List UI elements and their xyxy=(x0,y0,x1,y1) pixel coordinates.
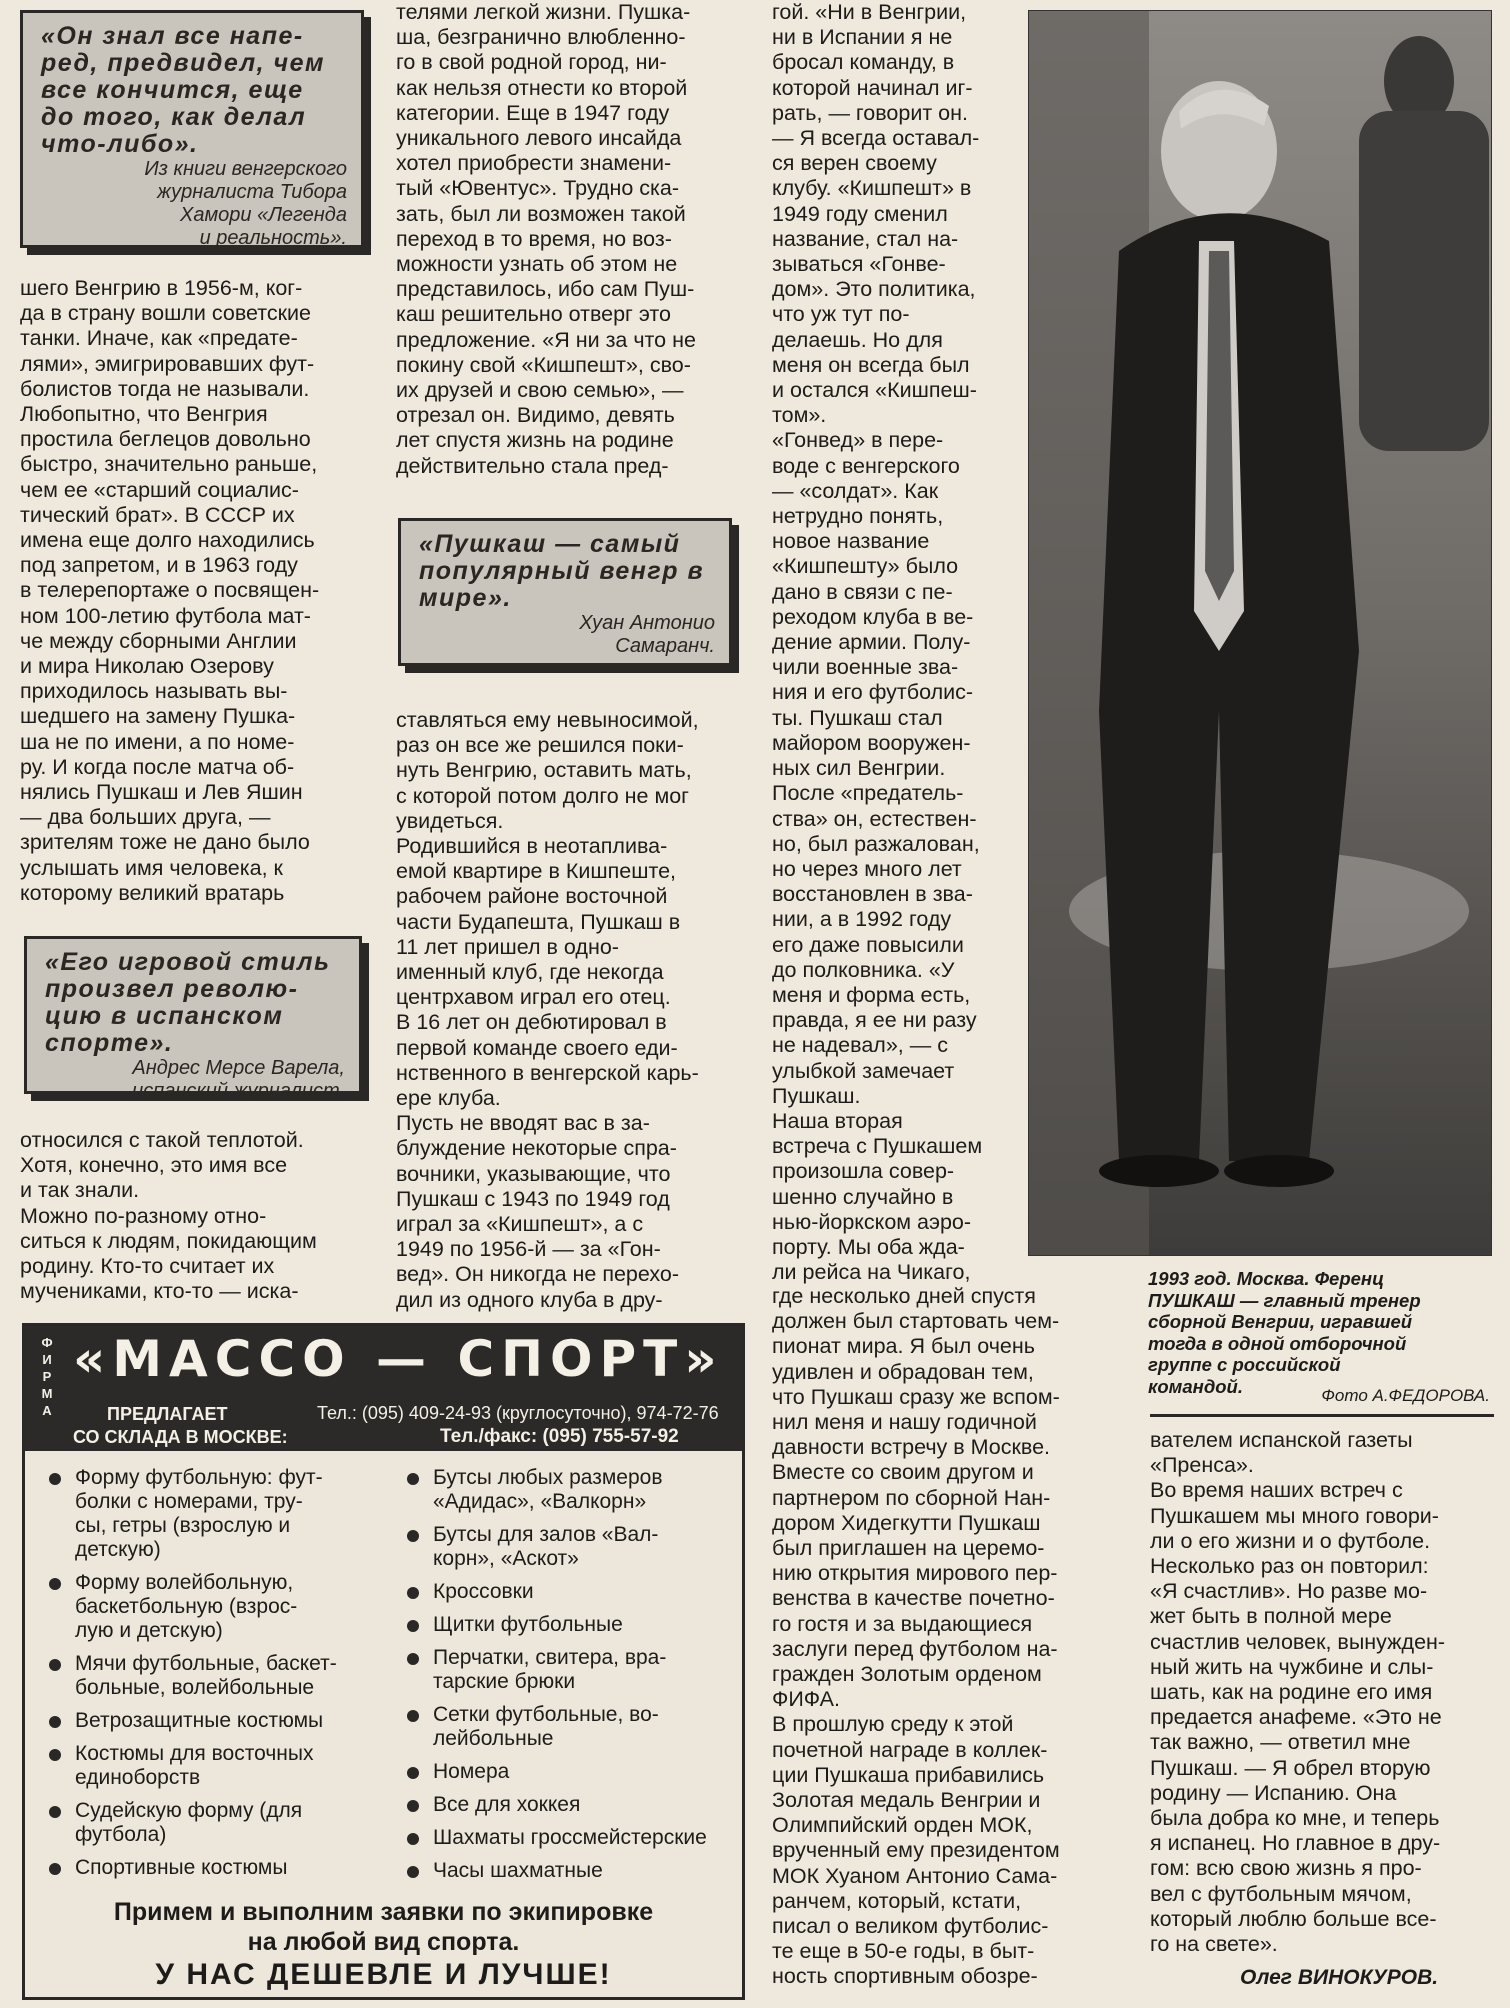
text-line: бросал команду, в xyxy=(772,50,955,75)
text-line: нственного в венгерской карь- xyxy=(396,1060,699,1085)
text-line: ру. И когда после матча об- xyxy=(20,754,295,779)
text-line: ере клуба. xyxy=(396,1086,501,1111)
ad-item-line: Часы шахматные xyxy=(433,1859,603,1882)
pull-quote-text xyxy=(41,23,347,158)
ad-item-line: Костюмы для восточных xyxy=(75,1742,314,1765)
photo-image xyxy=(1029,11,1491,1255)
text-line: нию открытия мирового пер- xyxy=(772,1561,1058,1586)
text-line: лет спустя жизнь на родине xyxy=(396,428,674,453)
ad-offer-line: СО СКЛАДА В МОСКВЕ: xyxy=(73,1427,288,1447)
text-line: ства» он, естествен- xyxy=(772,806,977,831)
text-line: правда, я ее ни разу xyxy=(772,1008,977,1033)
text-line: был приглашен на церемо- xyxy=(772,1536,1045,1561)
text-line: «Я счастлив». Но разве мо- xyxy=(1150,1579,1428,1604)
text-line: венства в качестве почетно- xyxy=(772,1586,1055,1611)
text-line: не надевал», — с xyxy=(772,1033,948,1058)
text-line: Несколько раз он повторил: xyxy=(1150,1554,1429,1579)
text-line: имена еще долго находились xyxy=(20,528,315,553)
ad-item-line: Все для хоккея xyxy=(433,1793,581,1816)
text-line: можности узнать об этом не xyxy=(396,252,678,277)
text-line: представилось, ибо сам Пуш- xyxy=(396,277,695,302)
source-line: Самаранч. xyxy=(615,635,715,657)
text-line: нетрудно понять, xyxy=(772,504,944,529)
ad-item xyxy=(405,1826,740,1850)
ad-offer xyxy=(73,1403,288,1449)
source-line: Из книги венгерского xyxy=(144,158,347,180)
text-line: Наша вторая xyxy=(772,1108,903,1133)
text-line: их друзей и свою семью», — xyxy=(396,378,684,403)
article-column-1-top xyxy=(20,276,368,906)
ad-firm-label xyxy=(37,1334,57,1419)
ad-item-line: баскетбольную (взрос- xyxy=(75,1595,298,1618)
ad-item xyxy=(47,1709,392,1733)
source-line: журналиста Тибора xyxy=(157,181,347,203)
text-line: В прошлую среду к этой xyxy=(772,1712,1014,1737)
pull-quote-2 xyxy=(398,518,732,666)
text-line: зрителям тоже не дано было xyxy=(20,830,310,855)
text-line: зываться «Гонве- xyxy=(772,252,946,277)
photo-credit: Фото А.ФЕДОРОВА. xyxy=(1321,1386,1490,1405)
ad-item xyxy=(405,1580,740,1604)
text-line: который люблю больше все- xyxy=(1150,1906,1437,1931)
text-line: уникального левого инсайда xyxy=(396,126,682,151)
text-line: Можно по-разному отно- xyxy=(20,1203,267,1228)
ad-item-line: Спортивные костюмы xyxy=(75,1856,288,1879)
text-line: нью-йоркском аэро- xyxy=(772,1209,972,1234)
ad-masso-sport xyxy=(22,1323,745,2000)
text-line: как нельзя отнести ко второй xyxy=(396,75,688,100)
firm-letter: А xyxy=(42,1403,52,1418)
text-line: 11 лет пришел в одно- xyxy=(396,934,619,959)
quote-line: мире». xyxy=(419,584,512,612)
text-line: болистов тогда не называли. xyxy=(20,376,310,401)
ad-item-line: сы, гетры (взрослую и xyxy=(75,1514,291,1537)
ad-item xyxy=(47,1742,392,1790)
text-line: майором вооружен- xyxy=(772,730,971,755)
text-line: я испанец. Но главное в дру- xyxy=(1150,1831,1441,1856)
article-column-4 xyxy=(772,1284,1122,1990)
ad-footer-line-3: У НАС ДЕШЕВЛЕ И ЛУЧШЕ! xyxy=(155,1958,612,1991)
text-line: го гостя и за выдающиеся xyxy=(772,1611,1033,1636)
ad-item xyxy=(405,1523,740,1571)
text-line: вед». Он никогда не перехо- xyxy=(396,1262,679,1287)
text-line: предается анафеме. «Это не xyxy=(1150,1705,1442,1730)
firm-letter: Ф xyxy=(41,1335,53,1350)
text-line: ния и его футболис- xyxy=(772,680,974,705)
text-line: партнером по сборной Нан- xyxy=(772,1485,1051,1510)
text-line: танки. Иначе, как «предате- xyxy=(20,326,298,351)
source-line: Хамори «Легенда xyxy=(179,204,347,226)
text-line: Во время наших встреч с xyxy=(1150,1478,1403,1503)
text-line: ситься к людям, покидающим xyxy=(20,1228,317,1253)
text-line: относился с такой теплотой. xyxy=(20,1128,304,1152)
quote-line: ред, предвидел, чем xyxy=(41,49,325,77)
ad-header xyxy=(25,1326,742,1451)
ad-fax: Тел./факс: (095) 755-57-92 xyxy=(440,1426,679,1447)
ad-item-line: «Адидас», «Валкорн» xyxy=(433,1490,647,1513)
text-line: чем ее «старший социалис- xyxy=(20,477,299,502)
text-line: ша не по имени, а по номе- xyxy=(20,729,295,754)
quote-line: «Он знал все напе- xyxy=(41,22,304,50)
text-line: ставляться ему невыносимой, xyxy=(396,708,699,732)
pull-quote-3 xyxy=(24,936,362,1102)
text-line: части Будапешта, Пушкаш в xyxy=(396,909,681,934)
firm-letter: М xyxy=(41,1386,53,1401)
caption-line: командой. xyxy=(1148,1375,1244,1397)
text-line: гом: всю свою жизнь я про- xyxy=(1150,1856,1422,1881)
ad-item-line: корн», «Аскот» xyxy=(433,1547,579,1570)
text-line: нуть Венгрию, оставить мать, xyxy=(396,758,692,783)
ad-item-line: футбола) xyxy=(75,1823,167,1846)
text-line: шедшего на замену Пушка- xyxy=(20,704,296,729)
text-line: ли о его жизни и о футболе. xyxy=(1150,1528,1431,1553)
text-line: играл за «Кишпешт», а с xyxy=(396,1212,644,1237)
ad-item-line: Ветрозащитные костюмы xyxy=(75,1709,324,1732)
ad-item xyxy=(47,1571,392,1643)
text-line: приходилось называть вы- xyxy=(20,679,288,704)
photo-caption xyxy=(1148,1268,1496,1397)
pull-quote-text xyxy=(45,949,345,1057)
text-line: улыбкой замечает xyxy=(772,1058,955,1083)
ad-item-line: единоборств xyxy=(75,1766,201,1789)
firm-letter: Р xyxy=(42,1369,52,1384)
pull-quote-source xyxy=(41,158,347,250)
ad-item-line: Перчатки, свитера, вра- xyxy=(433,1646,667,1669)
text-line: тый «Ювентус». Трудно ска- xyxy=(396,176,679,201)
text-line: должен был стартовать чем- xyxy=(772,1309,1060,1334)
text-line: меня он всегда был xyxy=(772,352,970,377)
text-line: ФИФА. xyxy=(772,1687,840,1712)
text-line: родину. Кто-то считает их xyxy=(20,1254,275,1279)
ad-item xyxy=(405,1613,740,1637)
text-line: центрхавом играл его отец. xyxy=(396,985,671,1010)
ad-item xyxy=(47,1652,392,1700)
caption-line: группе с российской xyxy=(1148,1354,1341,1375)
ad-item-line: Бутсы для залов «Вал- xyxy=(433,1523,659,1546)
text-line: где несколько дней спустя xyxy=(772,1284,1036,1308)
text-line: В 16 лет он дебютировал в xyxy=(396,1010,667,1035)
quote-line: спорте». xyxy=(45,1029,174,1057)
text-line: чили военные зва- xyxy=(772,655,959,680)
text-line: и так знали. xyxy=(20,1178,140,1203)
text-line: и остался «Кишпеш- xyxy=(772,378,977,403)
ad-item xyxy=(405,1466,740,1514)
quote-line: популярный венгр в xyxy=(419,557,705,585)
text-line: дором Хидегкутти Пушкаш xyxy=(772,1510,1041,1535)
quote-line: цию в испанском xyxy=(45,1002,284,1030)
text-line: шенно случайно в xyxy=(772,1184,954,1209)
article-column-1-bottom xyxy=(20,1128,368,1304)
text-line: 1949 по 1956-й — за «Гон- xyxy=(396,1237,661,1262)
text-line: го в свой родной город, ни- xyxy=(396,50,667,75)
ad-item-line: Щитки футбольные xyxy=(433,1613,623,1636)
text-line: После «предатель- xyxy=(772,781,964,806)
ad-item-line: Форму волейбольную, xyxy=(75,1571,294,1594)
text-line: до полковника. «У xyxy=(772,957,955,982)
text-line: реходом клуба в ве- xyxy=(772,604,974,629)
text-line: нялись Пушкаш и Лев Яшин xyxy=(20,780,303,805)
text-line: ша, безгранично влюбленно- xyxy=(396,25,686,50)
text-line: дил из одного клуба в дру- xyxy=(396,1287,663,1312)
caption-line: ПУШКАШ — главный тренер xyxy=(1148,1289,1421,1311)
text-line: почетной награде в коллек- xyxy=(772,1737,1048,1762)
text-line: хотел приобрести знамени- xyxy=(396,151,672,176)
text-line: но, был разжалован, xyxy=(772,831,980,856)
text-line: Пушкаш с 1943 по 1949 год xyxy=(396,1186,670,1211)
text-line: покину свой «Кишпешт», сво- xyxy=(396,352,691,377)
text-line: Пушкаш. — Я обрел вторую xyxy=(1150,1755,1431,1780)
text-line: дение армии. Полу- xyxy=(772,630,971,655)
caption-line: 1993 год. Москва. Ференц xyxy=(1148,1268,1385,1289)
text-line: счастлив человек, вынужден- xyxy=(1150,1629,1446,1654)
text-line: нии, а в 1992 году xyxy=(772,907,952,932)
ad-item-line: Форму футбольную: фут- xyxy=(75,1466,323,1489)
text-line: была добра ко мне, и теперь xyxy=(1150,1806,1440,1831)
text-line: ных сил Венгрии. xyxy=(772,756,946,781)
text-line: те еще в 50-е годы, в быт- xyxy=(772,1939,1035,1964)
text-line: именный клуб, где некогда xyxy=(396,960,664,985)
quote-line: все кончится, еще xyxy=(41,76,304,104)
text-line: встреча с Пушкашем xyxy=(772,1134,983,1159)
text-line: название, стал на- xyxy=(772,226,959,251)
text-line: ный жить на чужбине и слы- xyxy=(1150,1654,1434,1679)
text-line: давности встречу в Москве. xyxy=(772,1435,1051,1460)
text-line: писал о великом футболис- xyxy=(772,1914,1049,1939)
ad-title: «МАССО — СПОРТ» xyxy=(73,1330,724,1388)
text-line: Пусть не вводят вас в за- xyxy=(396,1111,650,1136)
quote-line: «Пушкаш — самый xyxy=(419,530,681,558)
caption-divider xyxy=(1150,1414,1494,1417)
text-line: рать, — говорит он. xyxy=(772,100,968,125)
quote-line: «Его игровой стиль xyxy=(45,948,331,976)
text-line: дом». Это политика, xyxy=(772,277,976,302)
text-line: ции Пушкаша прибавились xyxy=(772,1762,1045,1787)
ad-item xyxy=(405,1703,740,1751)
text-line: — два больших друга, — xyxy=(20,805,271,830)
ad-item xyxy=(47,1466,392,1562)
article-column-3 xyxy=(772,0,1012,1285)
text-line: действительно стала пред- xyxy=(396,453,669,478)
article-column-5 xyxy=(1150,1428,1494,1957)
text-line: что уж тут по- xyxy=(772,302,910,327)
quote-line: произвел револю- xyxy=(45,975,299,1003)
ad-item-line: Сетки футбольные, во- xyxy=(433,1703,659,1726)
text-line: ты. Пушкаш стал xyxy=(772,705,943,730)
ad-offer-line: ПРЕДЛАГАЕТ xyxy=(107,1404,228,1424)
text-line: меня и форма есть, xyxy=(772,982,971,1007)
text-line: Родившийся в неотаплива- xyxy=(396,834,668,859)
text-line: его даже повысили xyxy=(772,932,964,957)
text-line: «Пренса». xyxy=(1150,1453,1254,1478)
text-line: «Кишпешту» было xyxy=(772,554,959,579)
text-line: блуждение некоторые спра- xyxy=(396,1136,677,1161)
text-line: переход в то время, но воз- xyxy=(396,226,672,251)
ad-item xyxy=(405,1760,740,1784)
ad-list-left xyxy=(47,1466,392,1889)
text-line: предложение. «Я ни за что не xyxy=(396,327,696,352)
pull-quote-source xyxy=(419,612,715,658)
ad-item-line: Шахматы гроссмейстерские xyxy=(433,1826,707,1849)
text-line: под запретом, и в 1963 году xyxy=(20,553,298,578)
ad-list-right xyxy=(405,1466,740,1892)
text-line: которому великий вратарь xyxy=(20,880,285,905)
text-line: и мира Николаю Озерову xyxy=(20,654,274,679)
ad-item xyxy=(405,1646,740,1694)
pull-quote-1 xyxy=(20,10,364,248)
text-line: родину — Испанию. Она xyxy=(1150,1780,1397,1805)
text-line: воде с венгерского xyxy=(772,453,960,478)
text-line: че между сборными Англии xyxy=(20,628,297,653)
ad-phone: Тел.: (095) 409-24-93 (круглосуточно), 974-72-76 xyxy=(317,1403,719,1423)
text-line: 1949 году сменил xyxy=(772,201,948,226)
source-line: Андрес Мерсе Варела, xyxy=(132,1057,345,1079)
source-line: испанский журналист. xyxy=(132,1080,345,1102)
text-line: вел с футбольным мячом, xyxy=(1150,1881,1412,1906)
photo-puskas xyxy=(1028,10,1492,1256)
text-line: восстановлен в зва- xyxy=(772,882,973,907)
text-line: что Пушкаш сразу же вспом- xyxy=(772,1384,1060,1409)
text-line: Золотая медаль Венгрии и xyxy=(772,1788,1041,1813)
caption-line: тогда в одной отборочной xyxy=(1148,1332,1407,1354)
ad-item-line: болки с номерами, тру- xyxy=(75,1490,303,1513)
text-line: быстро, значительно раньше, xyxy=(20,452,318,477)
ad-item xyxy=(47,1856,392,1880)
text-line: лями», эмигрировавших фут- xyxy=(20,351,315,376)
ad-item-line: Номера xyxy=(433,1760,510,1783)
text-line: Пушкашем мы много говори- xyxy=(1150,1503,1439,1528)
text-line: делаешь. Но для xyxy=(772,327,943,352)
text-line: вочники, указывающие, что xyxy=(396,1161,671,1186)
ad-footer-line-2: на любой вид спорта. xyxy=(247,1928,520,1956)
text-line: «Гонвед» в пере- xyxy=(772,428,944,453)
text-line: шего Венгрию в 1956-м, ког- xyxy=(20,276,303,300)
text-line: жет быть в полной мере xyxy=(1150,1604,1392,1629)
ad-item xyxy=(405,1793,740,1817)
author-signature: Олег ВИНОКУРОВ. xyxy=(1240,1966,1439,1989)
text-line: новое название xyxy=(772,529,930,554)
text-line: отрезал он. Видимо, девять xyxy=(396,403,675,428)
text-line: дано в связи с пе- xyxy=(772,579,953,604)
caption-line: сборной Венгрии, игравшей xyxy=(1148,1311,1413,1332)
text-line: Олимпийский орден МОК, xyxy=(772,1813,1033,1838)
text-line: удивлен и обрадован тем, xyxy=(772,1359,1034,1384)
ad-item-line: Судейскую форму (для xyxy=(75,1799,303,1822)
text-line: Вместе со своим другом и xyxy=(772,1460,1034,1485)
text-line: которой начинал иг- xyxy=(772,75,973,100)
text-line: раз он все же решился поки- xyxy=(396,733,684,758)
ad-item-line: Мячи футбольные, баскет- xyxy=(75,1652,337,1675)
source-line: и реальность». xyxy=(199,227,347,249)
text-line: зать, был ли возможен такой xyxy=(396,201,686,226)
text-line: увидеться. xyxy=(396,808,504,833)
pull-quote-source xyxy=(45,1057,345,1103)
text-line: Хотя, конечно, это имя все xyxy=(20,1153,288,1178)
text-line: порту. Мы оба жда- xyxy=(772,1234,965,1259)
text-line: емой квартире в Кишпеште, xyxy=(396,859,677,884)
text-line: услышать имя человека, к xyxy=(20,855,283,880)
text-line: но через много лет xyxy=(772,856,962,881)
quote-line: что-либо». xyxy=(41,130,199,158)
pull-quote-text xyxy=(419,531,715,612)
text-line: врученный ему президентом xyxy=(772,1838,1060,1863)
text-line: первой команде своего еди- xyxy=(396,1035,678,1060)
text-line: телями легкой жизни. Пушка- xyxy=(396,0,691,24)
quote-line: до того, как делал xyxy=(41,103,307,131)
article-column-2-top xyxy=(396,0,738,479)
ad-item-line: Кроссовки xyxy=(433,1580,534,1603)
text-line: ни в Испании я не xyxy=(772,25,953,50)
text-line: том». xyxy=(772,403,827,428)
ad-item-line: Бутсы любых размеров xyxy=(433,1466,663,1489)
ad-item xyxy=(47,1799,392,1847)
text-line: простила беглецов довольно xyxy=(20,427,311,452)
text-line: клубу. «Кишпешт» в xyxy=(772,176,972,201)
text-line: гой. «Ни в Венгрии, xyxy=(772,0,967,24)
text-line: ранчем, который, кстати, xyxy=(772,1888,1022,1913)
text-line: рабочем районе восточной xyxy=(396,884,668,909)
text-line: — «солдат». Как xyxy=(772,478,939,503)
text-line: категории. Еще в 1947 году xyxy=(396,100,670,125)
firm-letter: И xyxy=(42,1352,52,1367)
ad-item-line: лейбольные xyxy=(433,1727,554,1750)
ad-item-line: тарские брюки xyxy=(433,1670,576,1693)
text-line: да в страну вошли советские xyxy=(20,301,311,326)
text-line: нил меня и нашу годичной xyxy=(772,1410,1037,1435)
text-line: пионат мира. Я был очень xyxy=(772,1334,1035,1359)
ad-footer-line-1: Примем и выполним заявки по экипировке xyxy=(113,1898,654,1926)
text-line: шать, как на родине его имя xyxy=(1150,1680,1433,1705)
article-column-2-bottom xyxy=(396,708,738,1313)
text-line: Пушкаш. xyxy=(772,1083,861,1108)
text-line: ли рейса на Чикаго, xyxy=(772,1260,971,1285)
text-line: произошла совер- xyxy=(772,1159,955,1184)
text-line: гражден Золотым орденом xyxy=(772,1662,1042,1687)
text-line: каш решительно отверг это xyxy=(396,302,671,327)
text-line: МОК Хуаном Антонио Сама- xyxy=(772,1863,1058,1888)
text-line: го на свете». xyxy=(1150,1932,1278,1957)
text-line: так важно, — ответил мне xyxy=(1150,1730,1411,1755)
text-line: ся верен своему xyxy=(772,151,937,176)
text-line: вателем испанской газеты xyxy=(1150,1428,1413,1452)
text-line: — Я всегда оставал- xyxy=(772,126,980,151)
ad-item-line: больные, волейбольные xyxy=(75,1676,315,1699)
text-line: ном 100-летию футбола мат- xyxy=(20,603,311,628)
ad-item xyxy=(405,1859,740,1883)
text-line: с которой потом долго не мог xyxy=(396,783,690,808)
text-line: Любопытно, что Венгрия xyxy=(20,402,268,427)
text-line: мучениками, кто-то — иска- xyxy=(20,1279,299,1304)
text-line: в телерепортаже о посвящен- xyxy=(20,578,320,603)
ad-item-line: лую и детскую) xyxy=(75,1619,223,1642)
text-line: заслуги перед футболом на- xyxy=(772,1636,1058,1661)
source-line: Хуан Антонио xyxy=(579,612,715,634)
text-line: ность спортивным обозре- xyxy=(772,1964,1038,1989)
ad-item-line: детскую) xyxy=(75,1538,161,1561)
text-line: тический брат». В СССР их xyxy=(20,502,295,527)
